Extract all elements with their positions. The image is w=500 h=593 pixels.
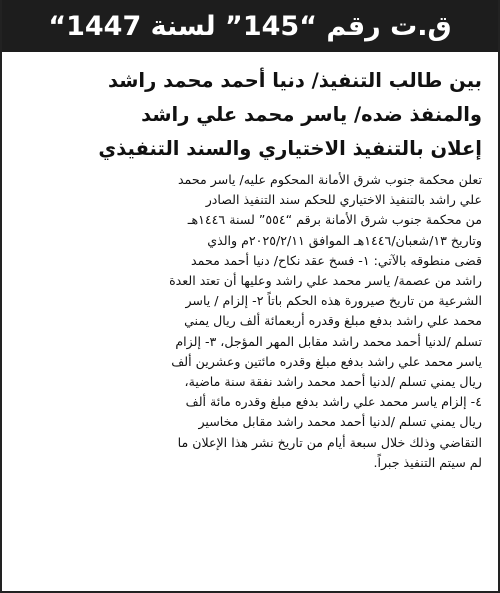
body-line: علي راشد بالتنفيذ الاختياري للحكم سند التنفيذ الصادر: [205, 192, 482, 208]
body-line: الشرعية من تاريخ صيرورة هذه الحكم باتاً ٢- إلزام / ياسر: [185, 293, 482, 309]
body-line: ياسر محمد علي راشد بدفع مبلغ وقدره مائتين وعشرين ألف: [171, 353, 482, 369]
body-line: ريال يمني تسلم /لدنيا أحمد محمد راشد نفقة سنة ماضية،: [184, 374, 482, 390]
body-line: قضى منطوقه بالآتي: ١- فسخ عقد نكاح/ دنيا أحمد محمد: [191, 252, 482, 268]
parties-headlines: [2, 52, 498, 166]
body-line: راشد من عصمة/ ياسر محمد علي راشد وعليها أن تعتد العدة: [169, 273, 482, 289]
headline-announcement: إعلان بالتنفيذ الاختياري والسند التنفيذي: [98, 137, 482, 160]
body-line: وتاريخ ١٣/شعبان/١٤٤٦هـ الموافق ٢٠٢٥/٢/١١م والذي: [207, 232, 482, 248]
body-line: ريال يمني تسلم /لدنيا أحمد محمد راشد مقابل مخاسير: [198, 414, 482, 430]
body-line: تعلن محكمة جنوب شرق الأمانة المحكوم عليه/ ياسر محمد: [177, 172, 482, 187]
body-line: لم سيتم التنفيذ جبراً.: [373, 454, 482, 470]
notice-body: [2, 166, 498, 473]
body-line: تسلم /لدنيا أحمد محمد راشد مقابل المهر المؤجل، ٣- إلزام: [175, 333, 482, 349]
headline-applicant: بين طالب التنفيذ/ دنيا أحمد محمد راشد: [107, 69, 482, 92]
body-line: التقاضي وذلك خلال سبعة أيام من تاريخ نشر هذا الإعلان ما: [177, 434, 482, 450]
case-number-banner: [2, 0, 498, 52]
body-line: محمد علي راشد بدفع مبلغ وقدره أربعمائة ألف ريال يمني: [184, 313, 482, 329]
case-number-title: ق.ت رقم “145” لسنة 1447“: [48, 10, 452, 42]
body-line: من محكمة جنوب شرق الأمانة برقم “٥٥٤” لسنة ١٤٤٦هـ: [187, 212, 482, 228]
body-line: ٤- إلزام ياسر محمد علي راشد بدفع مبلغ وقدره مائة ألف: [185, 394, 482, 410]
headline-respondent: والمنفذ ضده/ ياسر محمد علي راشد: [141, 103, 482, 126]
